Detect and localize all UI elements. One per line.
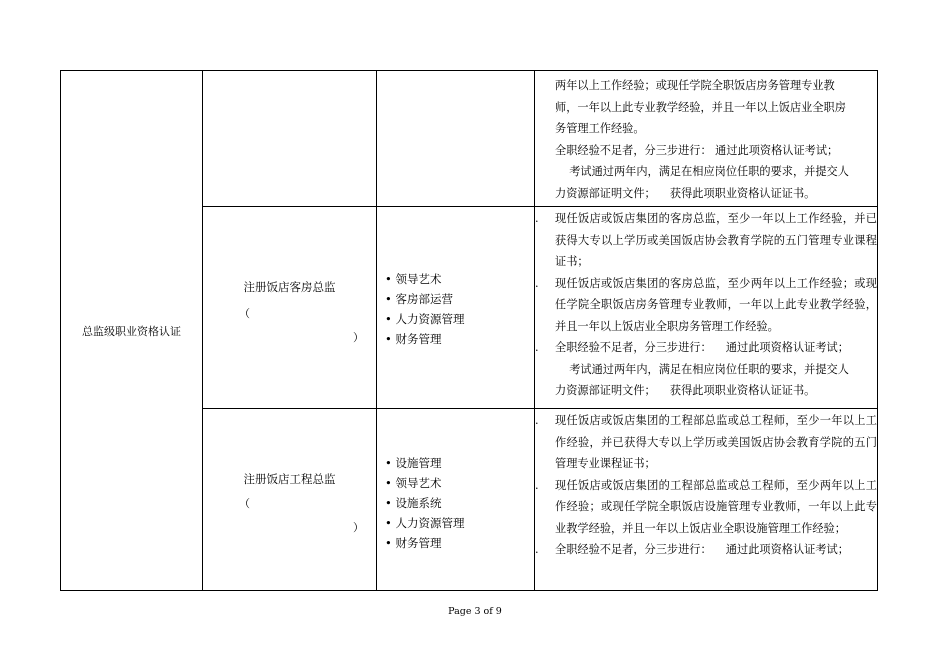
- course-list: [385, 269, 464, 349]
- row3-courses-cell: [377, 409, 535, 591]
- paren-open: （: [239, 307, 250, 320]
- row2-courses-cell: [377, 207, 535, 409]
- course-item: • 财务管理: [385, 536, 442, 550]
- requirement-text: 全职经验不足者，分三步进行： 通过此项资格认证考试；: [555, 341, 849, 354]
- bullet-dot: .: [535, 341, 539, 354]
- requirement-text: 现任饭店或饭店集团的客房总监，至少一年以上工作经验，并已获得大专以上学历或美国饭店协会教育学院的五门管理专业课程证书；: [555, 212, 877, 268]
- paren-close: ）: [353, 521, 364, 534]
- bullet-dot: .: [535, 212, 539, 225]
- course-item: • 领导艺术: [385, 272, 442, 286]
- certification-table: [60, 70, 878, 591]
- row1-courses-cell: [377, 71, 535, 207]
- row1-name-cell: [203, 71, 377, 207]
- req-line: 师，一年以上此专业教学经验，并且一年以上饭店业全职房: [555, 100, 846, 114]
- course-item: • 设施系统: [385, 496, 442, 510]
- course-item: • 人力资源管理: [385, 516, 465, 530]
- page-footer: Page 3 of 9: [448, 606, 502, 617]
- requirement-item: [535, 273, 877, 338]
- cert-name: 注册饭店客房总监: [243, 280, 336, 294]
- cert-name: 注册饭店工程总监: [243, 472, 336, 486]
- row2-requirements-cell: [535, 207, 878, 409]
- requirement-text: 现任饭店或饭店集团的工程部总监或总工程师，至少两年以上工作经验；或现任学院全职饭店设施管理专业教师，一年以上此专业教学经验，并且一年以上饭店业全职设施管理工作经验；: [555, 478, 877, 535]
- course-item: • 设施管理: [385, 456, 442, 470]
- row1-requirements-cell: [535, 71, 878, 207]
- req-line: 务管理工作经验。: [555, 122, 645, 135]
- row3-name-cell: [203, 409, 377, 591]
- paren-open: （: [239, 497, 250, 510]
- row2-name-cell: [203, 207, 377, 409]
- req-line: 考试通过两年内，满足在相应岗位任职的要求，并提交人: [555, 165, 849, 178]
- requirement-item: [535, 539, 877, 561]
- requirement-text: 现任饭店或饭店集团的客房总监，至少两年以上工作经验；或现任学院全职饭店房务管理专业教师，一年以上此专业教学经验，并且一年以上饭店业全职房务管理工作经验。: [555, 276, 877, 333]
- paren-close: ）: [353, 331, 364, 344]
- req-line: 考试通过两年内，满足在相应岗位任职的要求，并提交人: [555, 362, 849, 376]
- requirement-item: [535, 410, 877, 475]
- bullet-dot: .: [535, 414, 539, 427]
- bullet-dot: .: [535, 276, 539, 290]
- course-item: • 人力资源管理: [385, 312, 465, 326]
- level-cell: [61, 71, 203, 591]
- course-item: • 领导艺术: [385, 476, 442, 490]
- row3-requirements-cell: [535, 409, 878, 591]
- course-item: • 财务管理: [385, 332, 442, 346]
- requirement-item: [535, 475, 877, 540]
- requirement-text: 全职经验不足者，分三步进行： 通过此项资格认证考试；: [555, 543, 849, 556]
- course-item: • 客房部运营: [385, 292, 453, 306]
- requirement-item: [535, 337, 877, 359]
- bullet-dot: .: [535, 478, 539, 492]
- requirement-text: 现任饭店或饭店集团的工程部总监或总工程师，至少一年以上工作经验，并已获得大专以上学历或美国饭店协会教育学院的五门管理专业课程证书；: [555, 414, 877, 470]
- bullet-dot: .: [535, 543, 539, 556]
- level-label: 总监级职业资格认证: [82, 324, 181, 338]
- req-line: 全职经验不足者，分三步进行： 通过此项资格认证考试；: [555, 143, 839, 157]
- requirement-item: [535, 208, 877, 273]
- req-line: 力资源部证明文件； 获得此项职业资格认证证书。: [555, 384, 816, 397]
- req-line: 力资源部证明文件； 获得此项职业资格认证证书。: [555, 186, 816, 200]
- course-list: [385, 453, 464, 553]
- req-line: 两年以上工作经验；或现任学院全职饭店房务管理专业教: [555, 79, 835, 92]
